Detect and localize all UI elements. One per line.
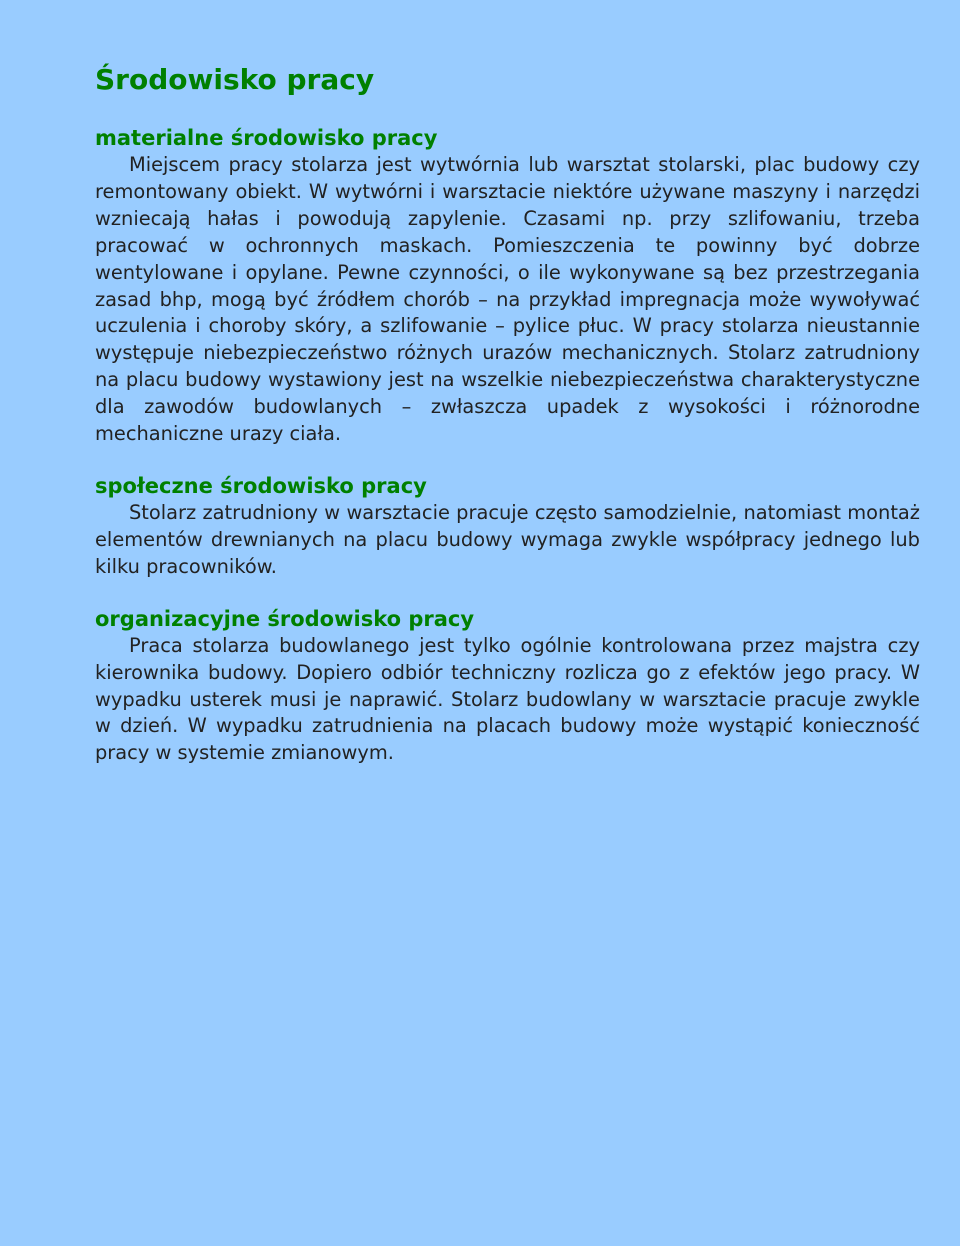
section-heading: społeczne środowisko pracy xyxy=(95,473,427,498)
document-title: Środowisko pracy xyxy=(95,63,375,96)
section-paragraph: Stolarz zatrudniony w warsztacie pracuje często samodzielnie, natomiast montaż elementów drewnianych na placu budowy wymaga zwykle współpracy jednego lub kilku pracowników. xyxy=(95,500,920,578)
section-heading: materialne środowisko pracy xyxy=(95,126,438,150)
section-spoleczne xyxy=(95,472,920,581)
section-materialne xyxy=(95,124,920,448)
section-paragraph: Miejscem pracy stolarza jest wytwórnia lub warsztat stolarski, plac budowy czy remontowany obiekt. W wytwórni i warsztacie niektóre używane maszyny i narzędzi wzniecają hałas i powodują zapylenie. Czasami np. przy szlifowaniu, trzeba pracować w ochronnych maskach. Pomieszczenia te powinny być dobrze wentylowane i opylane. Pewne czynności, o ile wykonywane są bez przestrzegania zasad bhp, mogą być źródłem chorób – na przykład impregnacja może wywoływać uczulenia i choroby skóry, a szlifowanie – pylice płuc. W pracy stolarza nieustannie występuje niebezpieczeństwo różnych urazów mechanicznych. Stolarz zatrudniony na placu budowy wystawiony jest na wszelkie niebezpieczeństwa charakterystyczne dla zawodów budowlanych – zwłaszcza upadek z wysokości i różnorodne mechaniczne urazy ciała. xyxy=(95,153,920,446)
section-paragraph: Praca stolarza budowlanego jest tylko ogólnie kontrolowana przez majstra czy kierownika budowy. Dopiero odbiór techniczny rozlicza go z efektów jego pracy. W wypadku usterek musi je naprawić. Stolarz budowlany w warsztacie pracuje zwykle w dzień. W wypadku zatrudnienia na placach budowy może wystąpić konieczność pracy w systemie zmianowym. xyxy=(95,633,920,765)
section-organizacyjne xyxy=(95,605,920,768)
section-heading: organizacyjne środowisko pracy xyxy=(95,606,475,631)
document-content xyxy=(95,58,920,767)
